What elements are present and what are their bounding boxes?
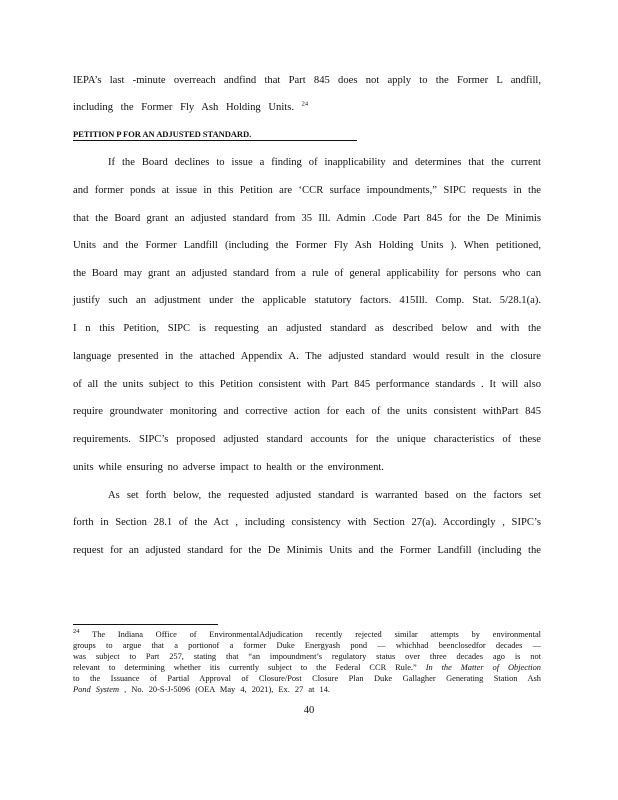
page-number: 40 (303, 705, 315, 716)
footnote-line-6-case: Pond System (73, 685, 120, 694)
footnote-line-3: was subject to Part 257, stating that “an impoundment’s regulatory status over three decades ago is not (73, 652, 541, 661)
footnote-line-1-text: The Indiana Office of EnvironmentalAdjudication recently rejected similar attempts by environmental (92, 630, 541, 639)
para1-line-5: the Board may grant an adjusted standard from a rule of general applicability for persons who can (73, 268, 541, 279)
section-heading: PETITION P FOR AN ADJUSTED STANDARD. (73, 129, 357, 141)
body-line-2-text: including the Former Fly Ash Holding Units. (73, 102, 294, 113)
footnote-line-2: groups to argue that a portionof a former Duke Energyash pond — whichhad beenclosedfor decades — (73, 641, 541, 650)
footnote-line-1 (73, 630, 541, 640)
para1-line-4: Units and the Former Landfill (including the Former Fly Ash Holding Units ). When petitioned, (73, 240, 541, 251)
footnote-line-5: to the Issuance of Partial Approval of Closure/Post Closure Plan Duke Gallagher Generating Station Ash (73, 674, 541, 683)
footnote-reference: 24 (301, 100, 309, 108)
para3-line-2: forth in Section 28.1 of the Act , including consistency with Section 27(a). Accordingly , SIPC’s (73, 517, 541, 528)
para2-line-5: requirements. SIPC’s proposed adjusted standard accounts for the unique characteristics of these (73, 434, 541, 445)
footnote-line-4-case: In the Matter of Objection (425, 663, 541, 672)
para2-line-6: units while ensuring no adverse impact to health or the environment. (73, 462, 384, 473)
para1-line-2: and former ponds at issue in this Petition are ‘CCR surface impoundments,” SIPC requests in the (73, 185, 541, 196)
para2-line-2: language presented in the attached Appendix A. The adjusted standard would result in the closure (73, 351, 541, 362)
para1-line-1: If the Board declines to issue a finding of inapplicability and determines that the current (108, 157, 541, 168)
footnote-line-4-text: relevant to determining whether itis currently subject to the Federal CCR Rule.” (73, 663, 417, 672)
para2-line-4: require groundwater monitoring and corrective action for each of the units consistent withPart 845 (73, 406, 541, 417)
para3-line-1: As set forth below, the requested adjusted standard is warranted based on the factors set (108, 490, 541, 501)
body-line-2 (73, 101, 541, 115)
para2-line-3: of all the units subject to this Petition consistent with Part 845 performance standards . It will also (73, 379, 541, 390)
footnote-line-6-text: , No. 20-S-J-5096 (OEA May 4, 2021), Ex. 27 at 14. (124, 685, 330, 694)
para2-line-1: I n this Petition, SIPC is requesting an adjusted standard as described below and with the (73, 323, 541, 334)
para3-line-3: request for an adjusted standard for the De Minimis Units and the Former Landfill (including the (73, 545, 541, 556)
body-line-1: IEPA’s last -minute overreach andfind that Part 845 does not apply to the Former L andfill, (73, 75, 541, 86)
footnote-divider (73, 624, 218, 625)
footnote-number: 24 (73, 628, 80, 636)
footnote-line-4 (73, 663, 541, 673)
para1-line-3: that the Board grant an adjusted standard from 35 Ill. Admin .Code Part 845 for the De Minimis (73, 213, 541, 224)
footnote-line-6 (73, 685, 541, 695)
para1-line-6: justify such an adjustment under the applicable statutory factors. 415Ill. Comp. Stat. 5/28.1(a). (73, 295, 541, 306)
